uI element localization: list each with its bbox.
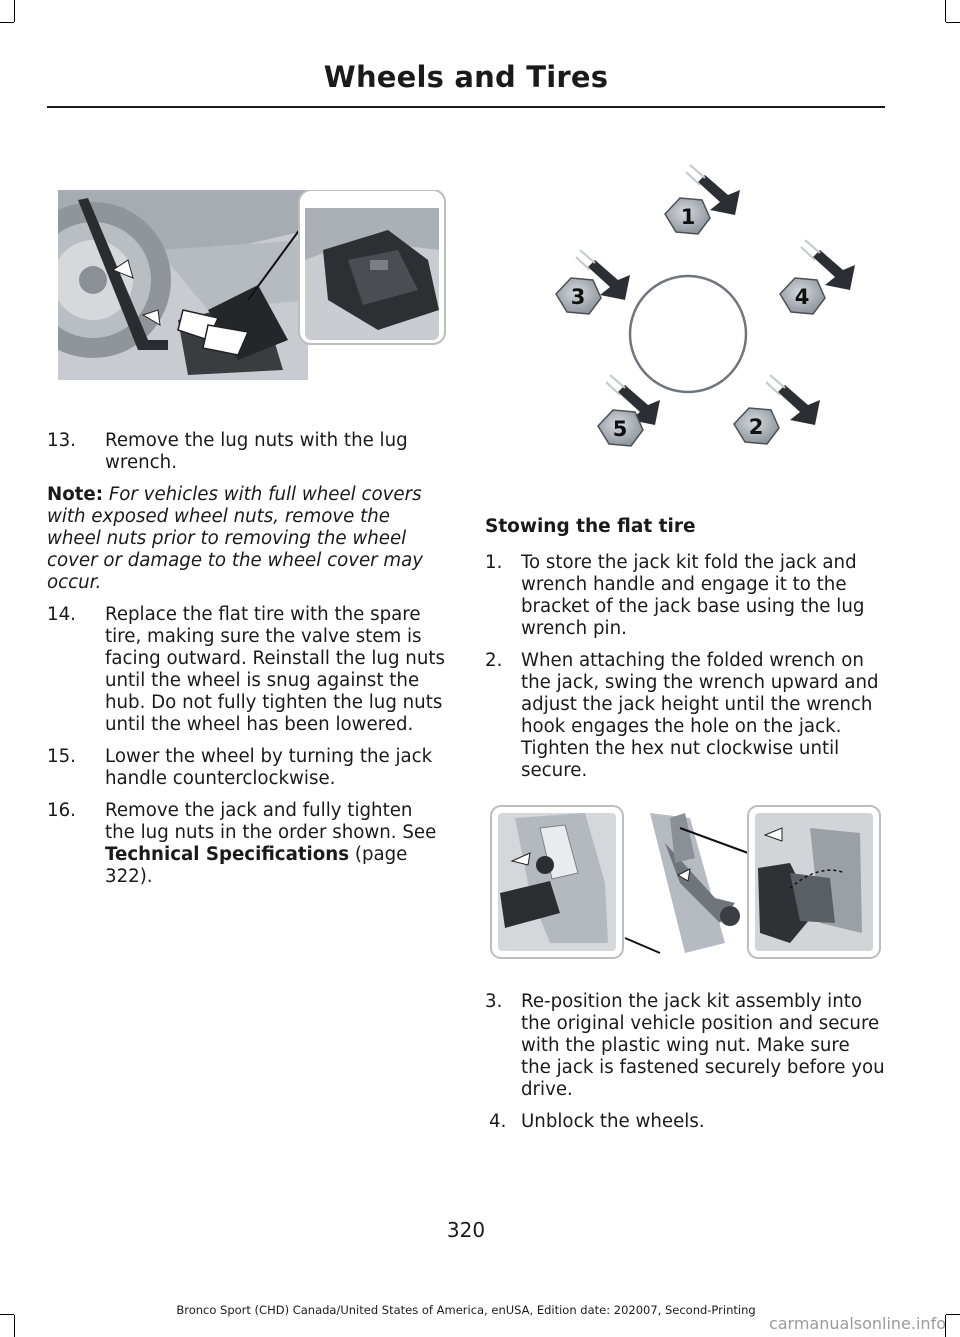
step-number: 3.: [485, 991, 503, 1012]
step-text: Lower the wheel by turning the jack handle counterclockwise.: [105, 746, 433, 789]
step-text: (page 322).: [105, 844, 408, 887]
step-text: Remove the jack and fully tighten the lug nuts in the order shown. See: [105, 800, 437, 843]
lug-label: 2: [748, 415, 764, 439]
step-item: [485, 650, 885, 782]
right-column: [485, 516, 885, 792]
step-item: [485, 991, 885, 1101]
step-text: Re-position the jack kit assembly into the original vehicle position and secure with the plastic wing nut. Make sure the jack is fastened securely before you drive.: [521, 991, 885, 1100]
page-title: Wheels and Tires: [323, 60, 609, 94]
note: [47, 484, 447, 594]
step-item: [47, 604, 447, 736]
crop-mark: [0, 22, 14, 23]
left-column: [47, 430, 447, 898]
footer-text: Bronco Sport (CHD) Canada/United States of America, enUSA, Edition date: 202007, Second-Printing: [176, 1303, 756, 1317]
step-number: 16.: [47, 800, 76, 821]
step-number: 2.: [485, 650, 503, 671]
step-item: [47, 746, 447, 790]
step-number: 4.: [489, 1111, 507, 1132]
jack-stowing-illustration: [490, 803, 885, 961]
jack-illustration: [58, 190, 448, 390]
lug-label: 5: [612, 417, 628, 441]
lug-label: 4: [794, 285, 810, 309]
crop-mark: [14, 0, 15, 22]
watermark: carmanualsonline.info: [768, 1314, 946, 1333]
step-text: When attaching the folded wrench on the jack, swing the wrench upward and adjust the jack height until the wrench hook engages the hole on the jack. Tighten the hex nut clockwise until secure.: [521, 650, 879, 781]
crop-mark: [945, 0, 946, 22]
step-text: Replace the flat tire with the spare tire, making sure the valve stem is facing outward. Reinstall the lug nuts until the wheel is snug against the hub. Do not fully tighten the lug nuts until the wheel has been lowered.: [105, 604, 445, 735]
step-number: 15.: [47, 746, 76, 767]
step-item: [485, 1111, 885, 1133]
step-number: 1.: [485, 552, 503, 573]
lug-nut-order-diagram: [540, 160, 870, 450]
note-text: For vehicles with full wheel covers with exposed wheel nuts, remove the wheel nuts prior to removing the wheel cover or damage to the wheel cover may occur.: [47, 484, 424, 593]
crop-mark: [946, 1314, 960, 1315]
step-item: [485, 552, 885, 640]
step-number: 13.: [47, 430, 76, 451]
header-divider: [47, 106, 885, 108]
section-heading: Stowing the flat tire: [485, 516, 696, 537]
technical-specifications-link[interactable]: Technical Specifications: [105, 844, 350, 865]
note-label: Note:: [47, 484, 104, 505]
step-item: [47, 800, 447, 888]
crop-mark: [14, 1315, 15, 1337]
step-number: 14.: [47, 604, 76, 625]
step-text: Remove the lug nuts with the lug wrench.: [105, 430, 408, 473]
step-text: Unblock the wheels.: [521, 1111, 705, 1132]
step-item: [47, 430, 447, 474]
page-number: 320: [446, 1218, 486, 1242]
right-column-continued: [485, 991, 885, 1143]
crop-mark: [946, 22, 960, 23]
step-text: To store the jack kit fold the jack and wrench handle and engage it to the bracket of the jack base using the lug wrench pin.: [521, 552, 865, 639]
lug-label: 3: [570, 285, 586, 309]
lug-label: 1: [680, 205, 696, 229]
